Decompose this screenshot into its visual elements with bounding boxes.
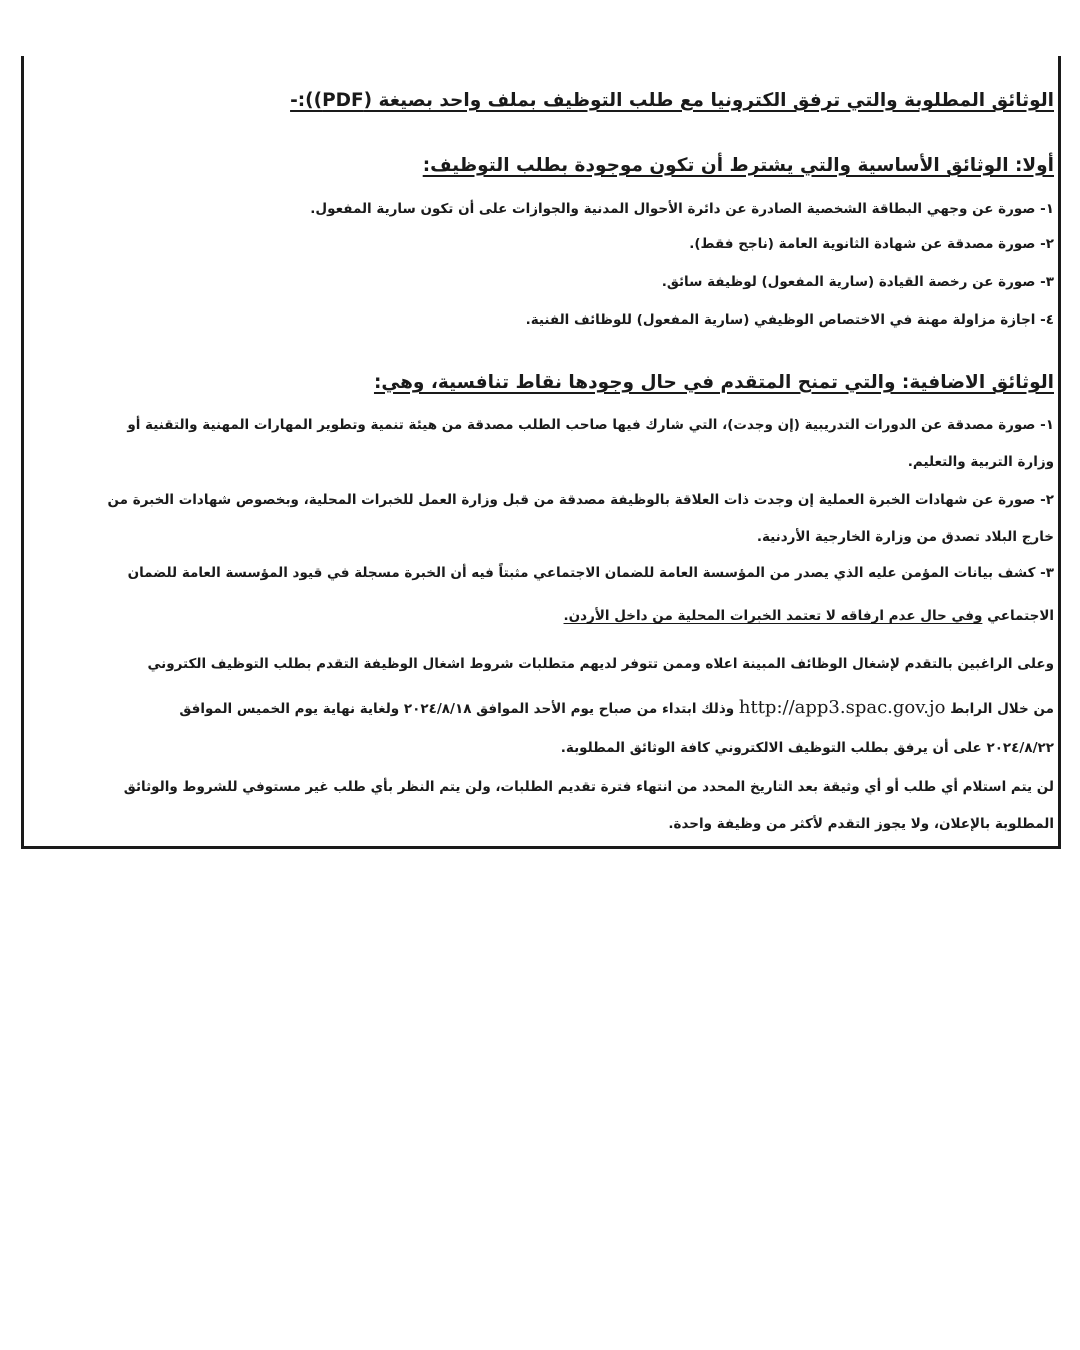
- closing-para-1-line-1: وعلى الراغبين بالتقدم لإشغال الوظائف المبينة اعلاه وممن تتوفر لديهم متطلبات شروط اشغال الوظيفة التقدم بطلب التوظيف الكتروني: [147, 656, 1054, 672]
- closing-link-suffix: وذلك ابتداء من صباح يوم الأحد الموافق ٢٠٢٤/٨/١٨ ولغاية نهاية يوم الخميس الموافق: [179, 701, 739, 717]
- extra-item-2-line-1: ٢- صورة عن شهادات الخبرة العملية إن وجدت ذات العلاقة بالوظيفة مصدقة من قبل وزارة العمل للخبرات المحلية، وبخصوص شهادات الخبرة من: [107, 492, 1054, 508]
- basic-item-3: ٣- صورة عن رخصة القيادة (سارية المفعول) لوظيفة سائق.: [661, 274, 1054, 290]
- extra-item-2-line-2: خارج البلاد تصدق من وزارة الخارجية الأردنية.: [756, 529, 1054, 545]
- closing-para-2-line-1: لن يتم استلام أي طلب أو أي وثيقة بعد التاريخ المحدد من انتهاء فترة تقديم الطلبات، ولن يتم النظر بأي طلب غير مستوفي للشروط والوثائق: [123, 779, 1054, 795]
- closing-para-2-line-2: المطلوبة بالإعلان، ولا يجوز التقدم لأكثر من وظيفة واحدة.: [668, 816, 1054, 832]
- basic-item-1: ١- صورة عن وجهي البطاقة الشخصية الصادرة عن دائرة الأحوال المدنية والجوازات على أن تكون سارية المفعول.: [310, 201, 1054, 217]
- extra-item-1-line-2: وزارة التربية والتعليم.: [907, 454, 1054, 470]
- application-link[interactable]: http://app3.spac.gov.jo: [738, 697, 946, 718]
- basic-docs-heading: أولا: الوثائق الأساسية والتي يشترط أن تكون موجودة بطلب التوظيف:: [422, 155, 1054, 176]
- basic-item-2: ٢- صورة مصدقة عن شهادة الثانوية العامة (ناجح فقط).: [689, 236, 1054, 252]
- closing-para-1-line-2: [179, 698, 1054, 719]
- extra-item-3-line-1: ٣- كشف بيانات المؤمن عليه الذي يصدر من المؤسسة العامة للضمان الاجتماعي مثبتاً فيه أن الخبرة مسجلة في قيود المؤسسة العامة للضمان: [127, 565, 1054, 581]
- basic-item-4: ٤- اجازة مزاولة مهنة في الاختصاص الوظيفي (سارية المفعول) للوظائف الفنية.: [525, 312, 1054, 328]
- extra-item-1-line-1: ١- صورة مصدقة عن الدورات التدريبية (إن وجدت)، التي شارك فيها صاحب الطلب مصدقة من هيئة تنمية وتطوير المهارات المهنية والتقنية أو: [127, 417, 1054, 433]
- main-heading: الوثائق المطلوبة والتي ترفق الكترونيا مع طلب التوظيف بملف واحد بصيغة (PDF)):-: [290, 90, 1054, 111]
- closing-para-1-line-3: ٢٠٢٤/٨/٢٢ على أن يرفق بطلب التوظيف الالكتروني كافة الوثائق المطلوبة.: [560, 740, 1054, 756]
- closing-link-prefix: من خلال الرابط: [945, 701, 1054, 717]
- extra-item-3-line-2: [564, 606, 1054, 626]
- extra-item-3-underlined-note: وفي حال عدم ارفاقه لا تعتمد الخبرات المحلية من داخل الأردن.: [563, 608, 983, 624]
- extra-item-3-plain-text: الاجتماعي: [982, 608, 1054, 624]
- extra-docs-heading: الوثائق الاضافية: والتي تمنح المتقدم في حال وجودها نقاط تنافسية، وهي:: [373, 372, 1054, 393]
